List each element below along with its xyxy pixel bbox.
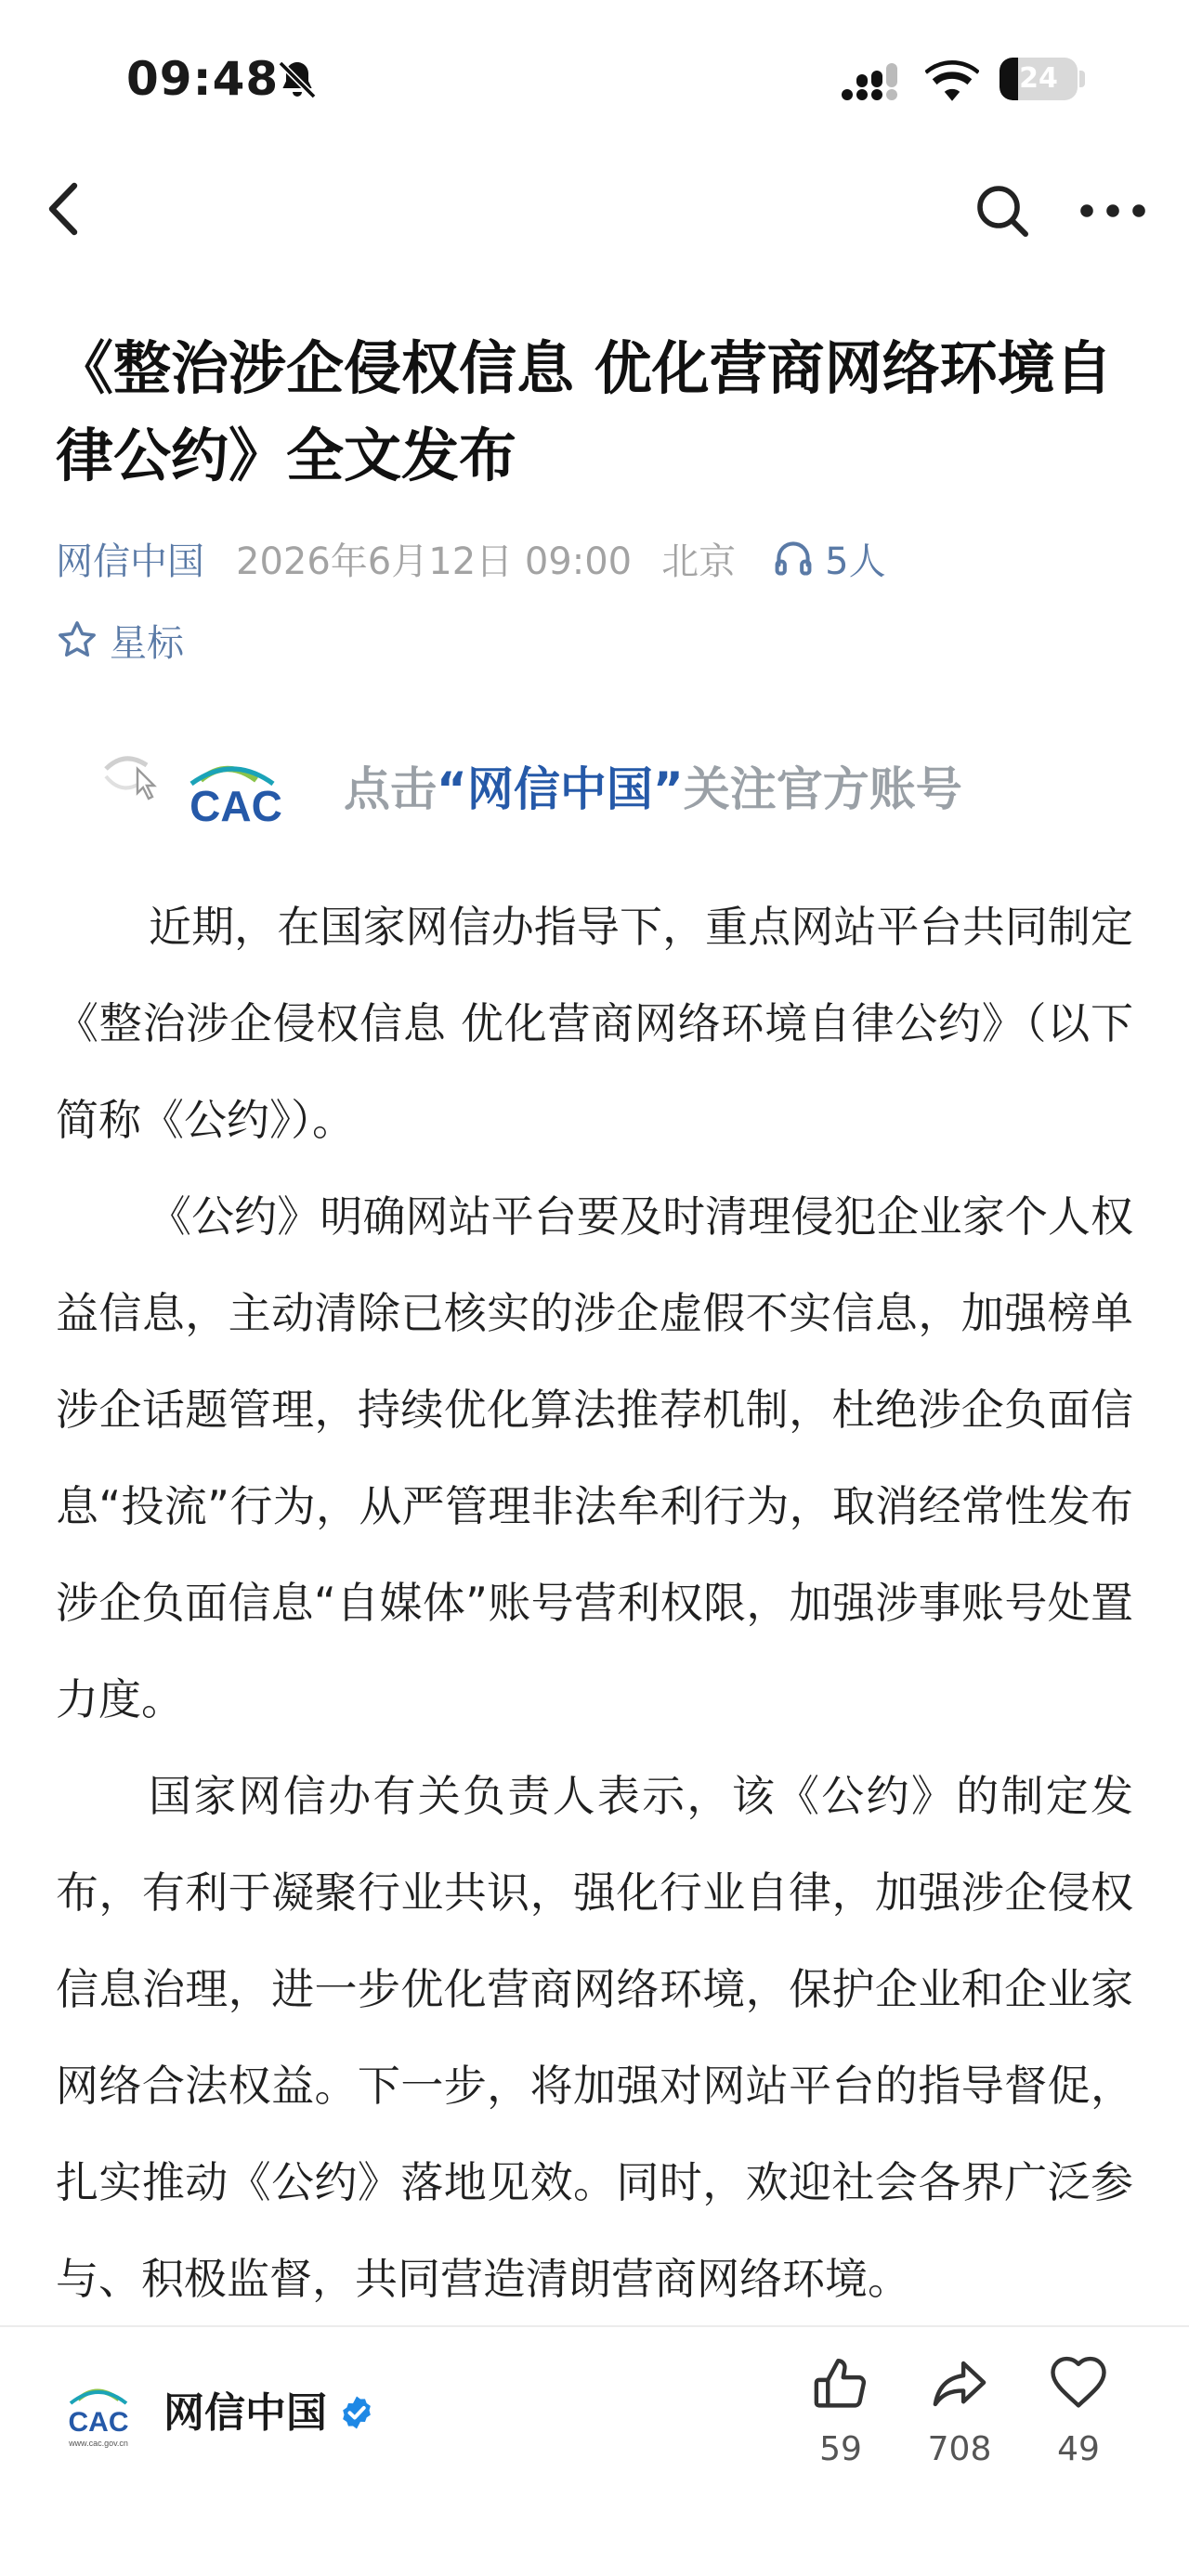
share-count: 708 [927,2430,992,2468]
cellular-signal-icon [842,63,903,102]
bottom-action-bar [0,2325,1189,2576]
article-meta [56,526,886,591]
battery-level: 24 [1019,62,1058,95]
status-time: 09:48 [126,52,280,106]
meta-location: 北京 [661,540,737,583]
account-name[interactable]: 网信中国 [163,2389,327,2437]
follow-banner[interactable] [93,743,1040,836]
account-logo-text: CAC [68,2407,129,2438]
star-label: 星标 [110,621,184,665]
article-title: 《整治涉企侵权信息 优化营商网络环境自律公约》全文发布 [56,334,1113,489]
search-icon[interactable] [973,182,1031,240]
listener-count: 5人 [825,540,886,583]
banner-text [344,761,962,817]
account-avatar-logo[interactable] [56,2377,141,2452]
banner-text-before: 点击 [344,762,437,816]
battery-cap [1079,71,1085,87]
cac-logo [167,754,307,826]
share-button[interactable] [899,2353,1020,2470]
star-button[interactable] [56,609,184,670]
like-count: 59 [819,2430,862,2468]
heart-icon [1048,2353,1109,2414]
banner-text-highlight: “网信中国” [437,762,684,816]
wifi-icon [925,59,979,102]
star-outline-icon [56,618,98,661]
favorite-button[interactable] [1018,2353,1139,2470]
meta-source-link[interactable]: 网信中国 [56,540,204,583]
meta-date: 2026年6月12日 09:00 [236,540,633,583]
article-paragraph: 近期，在国家网信办指导下，重点网站平台共同制定《整治涉企侵权信息 优化营商网络环境自律公约》（以下简称《公约》）。 [56,902,1133,1145]
verified-badge-icon [338,2394,375,2431]
article-paragraph: 《公约》明确网站平台要及时清理侵犯企业家个人权益信息，主动清除已核实的涉企虚假不实信息，加强榜单涉企话题管理，持续优化算法推荐机制，杜绝涉企负面信息“投流”行为，从严管理非法牟利行为，取消经常性发布涉企负面信息“自媒体”账号营利权限，加强涉事账号处置力度。 [56,1191,1133,1724]
favorite-count: 49 [1057,2430,1100,2468]
swirl-decoration-icon [100,750,175,806]
bell-muted-icon [275,58,320,102]
status-bar [0,0,1189,158]
like-button[interactable] [780,2353,901,2470]
article-body [56,878,1133,2327]
article-paragraph: 国家网信办有关负责人表示，该《公约》的制定发布，有利于凝聚行业共识，强化行业自律，加强涉企侵权信息治理，进一步优化营商网络环境，保护企业和企业家网络合法权益。下一步，将加强对网站平台的指导督促，扎实推动《公约》落地见效。同时，欢迎社会各界广泛参与、积极监督，共同营造清朗营商网络环境。 [56,1771,1133,2304]
share-arrow-icon [929,2353,990,2414]
banner-text-after: 关注官方账号 [683,762,962,816]
thumbs-up-icon [810,2353,871,2414]
cac-logo-text: CAC [189,782,282,826]
headphone-icon [773,538,814,579]
account-logo-url: www.cac.gov.cn [69,2439,128,2448]
more-horizontal-icon[interactable] [1078,182,1148,240]
battery-indicator [1000,58,1078,100]
listen-button[interactable] [773,532,885,585]
back-chevron-icon[interactable] [37,176,93,241]
